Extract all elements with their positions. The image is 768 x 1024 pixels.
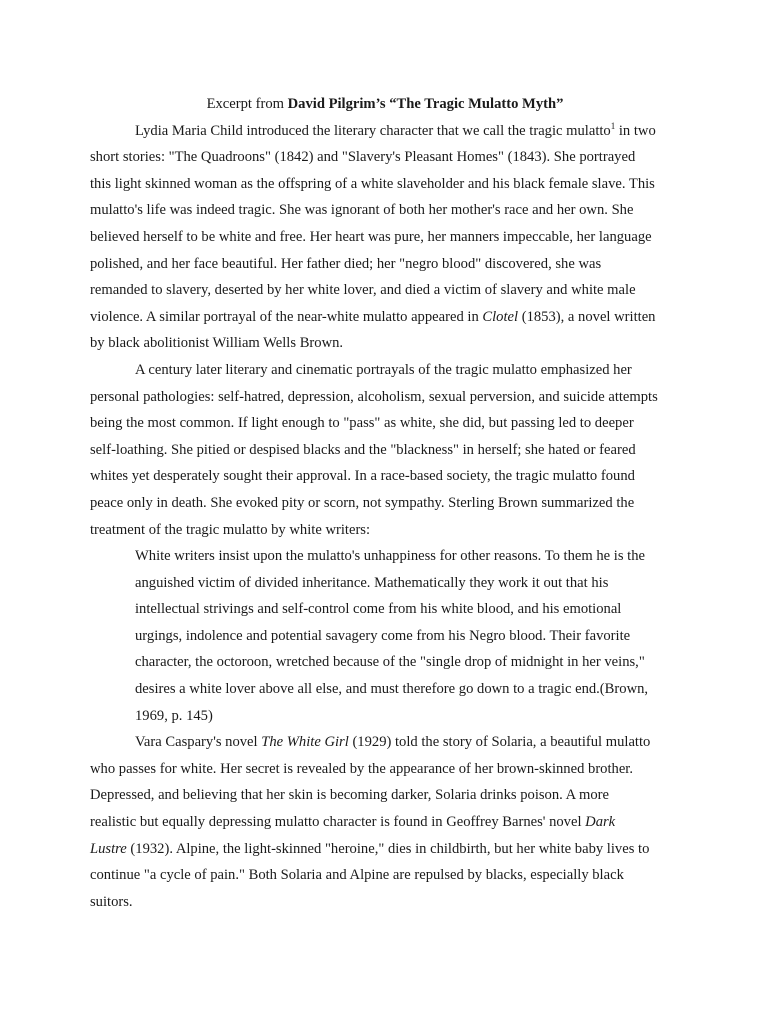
p2-line-2: personal pathologies: self-hatred, depression, alcoholism, sexual perversion, and suicide attempts (90, 388, 658, 405)
document-page (90, 91, 680, 915)
title-prefix: Excerpt from (206, 96, 288, 112)
p3-line-4a: realistic but equally depressing mulatto character is found in Geoffrey Barnes' novel (90, 814, 586, 831)
p1-line-7: remanded to slavery, deserted by her white lover, and died a victim of slavery and white male (90, 282, 636, 299)
p3-italic-white-girl: The White Girl (261, 734, 349, 751)
title-bold: David Pilgrim’s “The Tragic Mulatto Myth” (287, 96, 564, 112)
quote-line-4: urgings, indolence and potential savagery come from his Negro blood. Their favorite (135, 627, 631, 644)
document-title (90, 91, 680, 118)
paragraph-3 (90, 729, 680, 915)
p3-line-2: who passes for white. Her secret is revealed by the appearance of her brown-skinned brother. (90, 760, 634, 777)
p2-line-1: A century later literary and cinematic portrayals of the tragic mulatto emphasized her (135, 361, 632, 378)
p1-line-9: by black abolitionist William Wells Brown. (90, 335, 344, 352)
quote-line-6: desires a white lover above all else, and must therefore go down to a tragic end.(Brown, (135, 681, 649, 698)
paragraph-1 (90, 118, 680, 357)
paragraph-2 (90, 357, 680, 543)
p1-line-1b: in two (615, 122, 656, 139)
p3-line-3: Depressed, and believing that her skin is becoming darker, Solaria drinks poison. A more (90, 787, 610, 804)
p1-line-2: short stories: "The Quadroons" (1842) and "Slavery's Pleasant Homes" (1843). She portrayed (90, 149, 636, 166)
quote-line-2: anguished victim of divided inheritance. Mathematically they work it out that his (135, 574, 609, 591)
p2-line-6: peace only in death. She evoked pity or scorn, not sympathy. Sterling Brown summarized the (90, 494, 635, 511)
quote-line-7: 1969, p. 145) (135, 707, 213, 724)
p3-line-1a: Vara Caspary's novel (135, 734, 262, 751)
p3-italic-dark: Dark (585, 814, 616, 831)
footnote-marker: 1 (610, 120, 616, 131)
p1-line-8b: (1853), a novel written (518, 308, 656, 325)
p2-line-3: being the most common. If light enough to "pass" as white, she did, but passing led to deeper (90, 415, 634, 432)
p1-line-1a: Lydia Maria Child introduced the literary character that we call the tragic mulatto (135, 122, 611, 139)
block-quote (90, 543, 680, 729)
p3-line-6: continue "a cycle of pain." Both Solaria and Alpine are repulsed by blacks, especially black (90, 867, 624, 884)
quote-line-5: character, the octoroon, wretched because of the "single drop of midnight in her veins," (135, 654, 645, 671)
p3-line-1b: (1929) told the story of Solaria, a beautiful mulatto (348, 734, 651, 751)
p1-italic-clotel: Clotel (482, 308, 519, 325)
p2-line-4: self-loathing. She pitied or despised blacks and the "blackness" in herself; she hated or feared (90, 441, 636, 458)
p2-line-7: treatment of the tragic mulatto by white writers: (90, 521, 371, 538)
quote-line-1: White writers insist upon the mulatto's unhappiness for other reasons. To them he is the (135, 548, 646, 565)
p1-line-5: believed herself to be white and free. Her heart was pure, her manners impeccable, her language (90, 228, 652, 245)
p3-line-5b: (1932). Alpine, the light-skinned "heroine," dies in childbirth, but her white baby lives to (126, 840, 650, 857)
p3-italic-lustre: Lustre (90, 840, 127, 857)
p1-line-8a: violence. A similar portrayal of the near-white mulatto appeared in (90, 308, 483, 325)
p1-line-3: this light skinned woman as the offspring of a white slaveholder and his black female slave. This (90, 175, 655, 192)
p1-line-6: polished, and her face beautiful. Her father died; her "negro blood" discovered, she was (90, 255, 602, 272)
p1-line-4: mulatto's life was indeed tragic. She was ignorant of both her mother's race and her own. She (90, 202, 634, 219)
p2-line-5: whites yet desperately sought their approval. In a race-based society, the tragic mulatto found (90, 468, 635, 485)
quote-line-3: intellectual strivings and self-control come from his white blood, and his emotional (135, 601, 622, 618)
p3-line-7: suitors. (90, 893, 133, 910)
